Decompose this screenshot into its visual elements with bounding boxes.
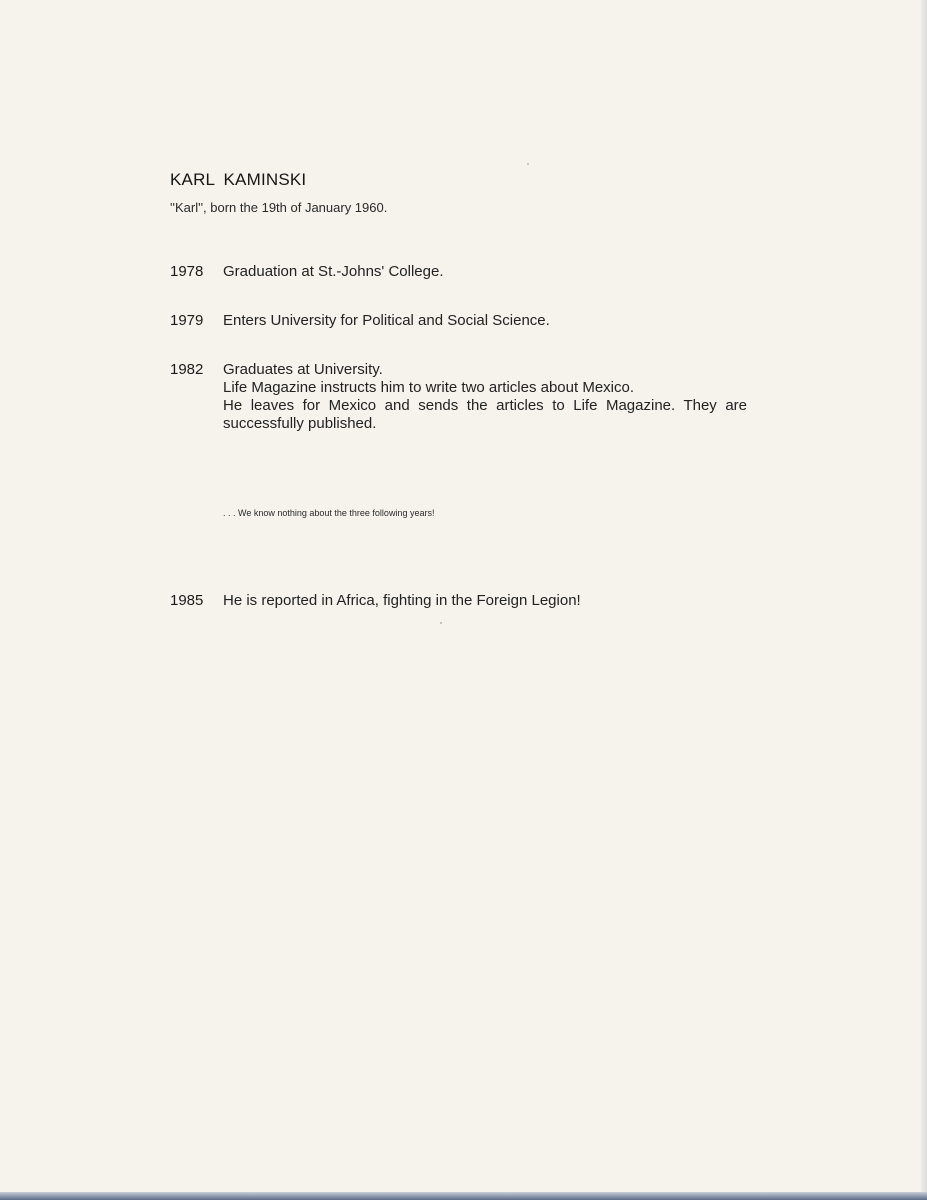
entry-line: Enters University for Political and Social Science. bbox=[223, 312, 550, 329]
entry-line: He is reported in Africa, fighting in the Foreign Legion! bbox=[223, 592, 581, 609]
entry-text bbox=[223, 361, 747, 433]
entry-year: 1979 bbox=[170, 312, 204, 329]
page-edge-shadow bbox=[921, 0, 927, 1200]
entry-text bbox=[223, 263, 747, 281]
person-name: KARL KAMINSKI bbox=[170, 170, 307, 189]
entry-year: 1978 bbox=[170, 263, 204, 280]
entry-year: 1985 bbox=[170, 592, 204, 609]
paper-speck bbox=[440, 622, 442, 624]
entry-text bbox=[223, 592, 747, 610]
entry-line: Life Magazine instructs him to write two articles about Mexico. bbox=[223, 379, 634, 396]
entry-line: Graduation at St.-Johns' College. bbox=[223, 263, 444, 280]
entry-line: Graduates at University. bbox=[223, 361, 383, 378]
gap-note: . . . We know nothing about the three following years! bbox=[223, 508, 435, 518]
paper-speck bbox=[527, 163, 529, 165]
entry-line: He leaves for Mexico and sends the articles to Life Magazine. They are successfully published. bbox=[223, 397, 747, 432]
birth-note: ''Karl'', born the 19th of January 1960. bbox=[170, 200, 388, 215]
entry-text bbox=[223, 312, 747, 330]
scan-bottom-edge bbox=[0, 1192, 927, 1200]
entry-year: 1982 bbox=[170, 361, 204, 378]
